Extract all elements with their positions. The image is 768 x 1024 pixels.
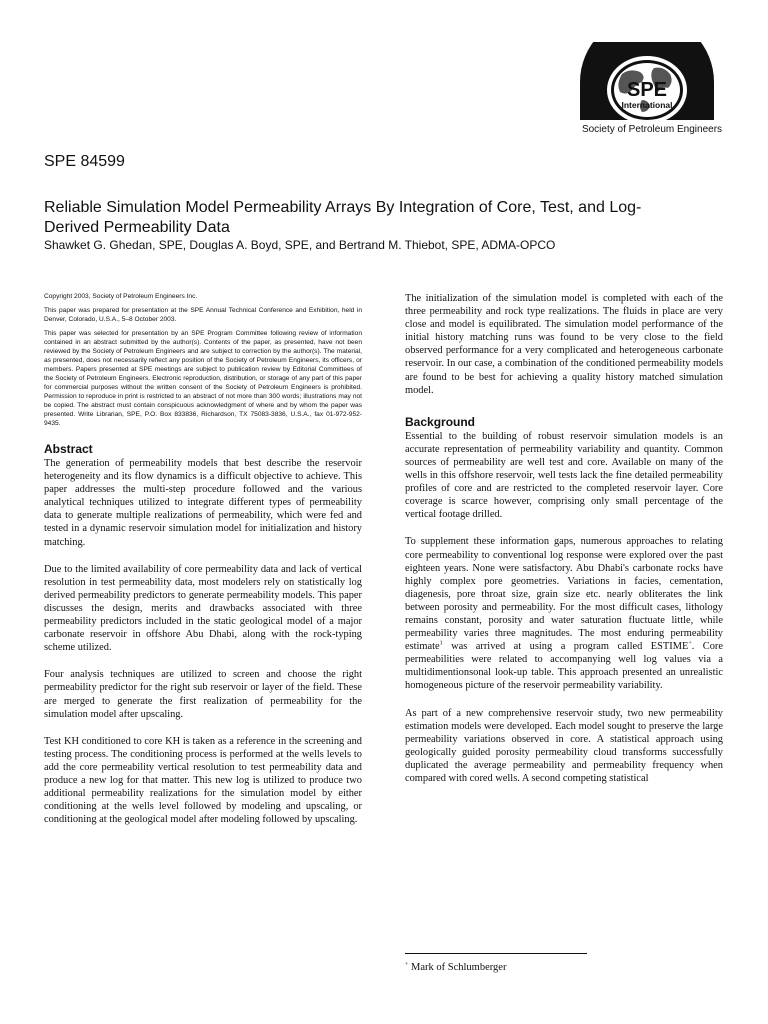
paper-number: SPE 84599 (44, 153, 125, 170)
logo-society-name: Society of Petroleum Engineers (581, 124, 723, 135)
trademark-marker: + (688, 640, 692, 647)
authors: Shawket G. Ghedan, SPE, Douglas A. Boyd, SPE, and Bertrand M. Thiebot, SPE, ADMA-OPCO (44, 238, 556, 252)
abstract-paragraph: Test KH conditioned to core KH is taken as a reference in the screening and testing process. The conditioning process is performed at the wells levels to add the core permeability vertical resolution to test permeability data and produce a new log for that matter. This new log is utilized to produce two additional permeability realizations for the simulation model by either conditioning at the wells level followed by modeling and upscaling, or conditioning at the geological model after modeling followed by upscaling. (44, 735, 362, 826)
paper-title: Reliable Simulation Model Permeability Arrays By Integration of Core, Test, and Log-Derived Permeability Data (44, 199, 642, 236)
background-paragraph (405, 535, 723, 692)
left-column (44, 292, 362, 840)
footnote-mark: + (405, 961, 409, 968)
abstract-paragraph: Due to the limited availability of core permeability data and lack of vertical resolution in test permeability data, most modelers rely on statistically log derived permeability predictors to generate permeability models. This paper discusses the design, merits and drawbacks associated with three permeability predictors included in the static geological model of a major carbonate reservoir in offshore Abu Dhabi, along with the rock-typing scheme utilized. (44, 563, 362, 654)
background-paragraph: As part of a new comprehensive reservoir study, two new permeability estimation models were developed. Each model sought to preserve the large permeability variations observed in core. A statistical approach using geologically guided porosity permeability cloud transforms successfully duplicated the average permeability and permeability frequency when compared with cored wells. A second competing statistical (405, 707, 723, 784)
reference-marker: 1 (439, 640, 443, 647)
right-column (405, 292, 723, 799)
background-text: . Core permeabilities were related to accompanying well log values via a multidimentionsonal look-up table. This approach presented an unrealistic homogeneous picture of the reservoir permeability variability. (405, 641, 723, 692)
abstract-paragraph: Four analysis techniques are utilized to screen and choose the right permeability predictor for the right sub reservoir or layer of the field. These are merged to generate the first realization of permeability for the simulation model after upscaling. (44, 669, 362, 720)
intro-paragraph: The initialization of the simulation model is completed with each of the three permeability and rock type realizations. The fluids in place are very close and model is equilibrated. The simulation model performance of the initial history matching runs was found to be very close to the field observed performance for a very complicated and heterogeneous carbonate reservoir. In our case, a combination of the conditioned permeability models are found to be best for achieving a quality history matched simulation model. (405, 293, 723, 396)
review-disclaimer: This paper was selected for presentation by an SPE Program Committee following review of information contained in an abstract submitted by the author(s). Contents of the paper, as presented, have not been reviewed by the Society of Petroleum Engineers and are subject to correction by the author(s). The material, as presented, does not necessarily reflect any position of the Society of Petroleum Engineers, its officers, or members. Papers presented at SPE meetings are subject to publication review by Editorial Committees of the Society of Petroleum Engineers. Electronic reproduction, distribution, or storage of any part of this paper for commercial purposes without the written consent of the Society of Petroleum Engineers is prohibited. Permission to reproduce in print is restricted to an abstract of not more than 300 words; illustrations may not be copied. The abstract must contain conspicuous acknowledgment of where and by whom the paper was presented. Write Librarian, SPE, P.O. Box 833836, Richardson, TX 75083-3836, U.S.A., fax 01-972-952-9435. (44, 330, 362, 427)
logo-sub-text: International (621, 100, 673, 110)
footnote (405, 962, 506, 973)
background-heading: Background (405, 414, 476, 429)
footnote-rule (405, 953, 587, 954)
logo-main-text: SPE (626, 79, 668, 101)
conference-notice: This paper was prepared for presentation at the SPE Annual Technical Conference and Exhibition, held in Denver, Colorado, U.S.A., 5–8 October 2003. (44, 307, 362, 323)
abstract-heading: Abstract (44, 442, 93, 456)
background-text: To supplement these information gaps, numerous approaches to relating core permeability to conventional log response were explored over the past eighteen years. None were satisfactory. Abu Dhabi's carbonate rocks have highly complex pore geometries. Variations in facies, cementation, diagenesis, pore throat size, grain size etc. nearly obliterates the link between porosity and permeability. For the most difficult cases, lithology remains constant, porosity and water saturation fluctuate little, while permeability varies three magnitudes. The most enduring permeability estimate (405, 536, 723, 653)
background-paragraph: Essential to the building of robust reservoir simulation models is an accurate representation of permeability variability and quantity. Common sources of permeability are well test and core. Available on many of the wells in this offshore reservoir, well tests lack the fine detailed permeability profiles of core and are restricted to the completed reservoir layer. Core coverage is scarce however, comprising only small percentage of the vertical footage drilled. (405, 430, 723, 521)
copyright-line: Copyright 2003, Society of Petroleum Engineers Inc. (44, 293, 198, 300)
abstract-paragraph: The generation of permeability models that best describe the reservoir heterogeneity and its flow dynamics is a difficult objective to achieve. This paper addresses the multi-step procedure followed and the various analytical techniques utilized to integrate different types of permeability data to generate multiple realizations of permeability, which were fed and tested in a dynamic reservoir simulation model for initialization and history matching. (44, 458, 362, 548)
footnote-text: Mark of Schlumberger (408, 962, 507, 973)
background-text: was arrived at using a program called ESTIME (442, 641, 689, 653)
